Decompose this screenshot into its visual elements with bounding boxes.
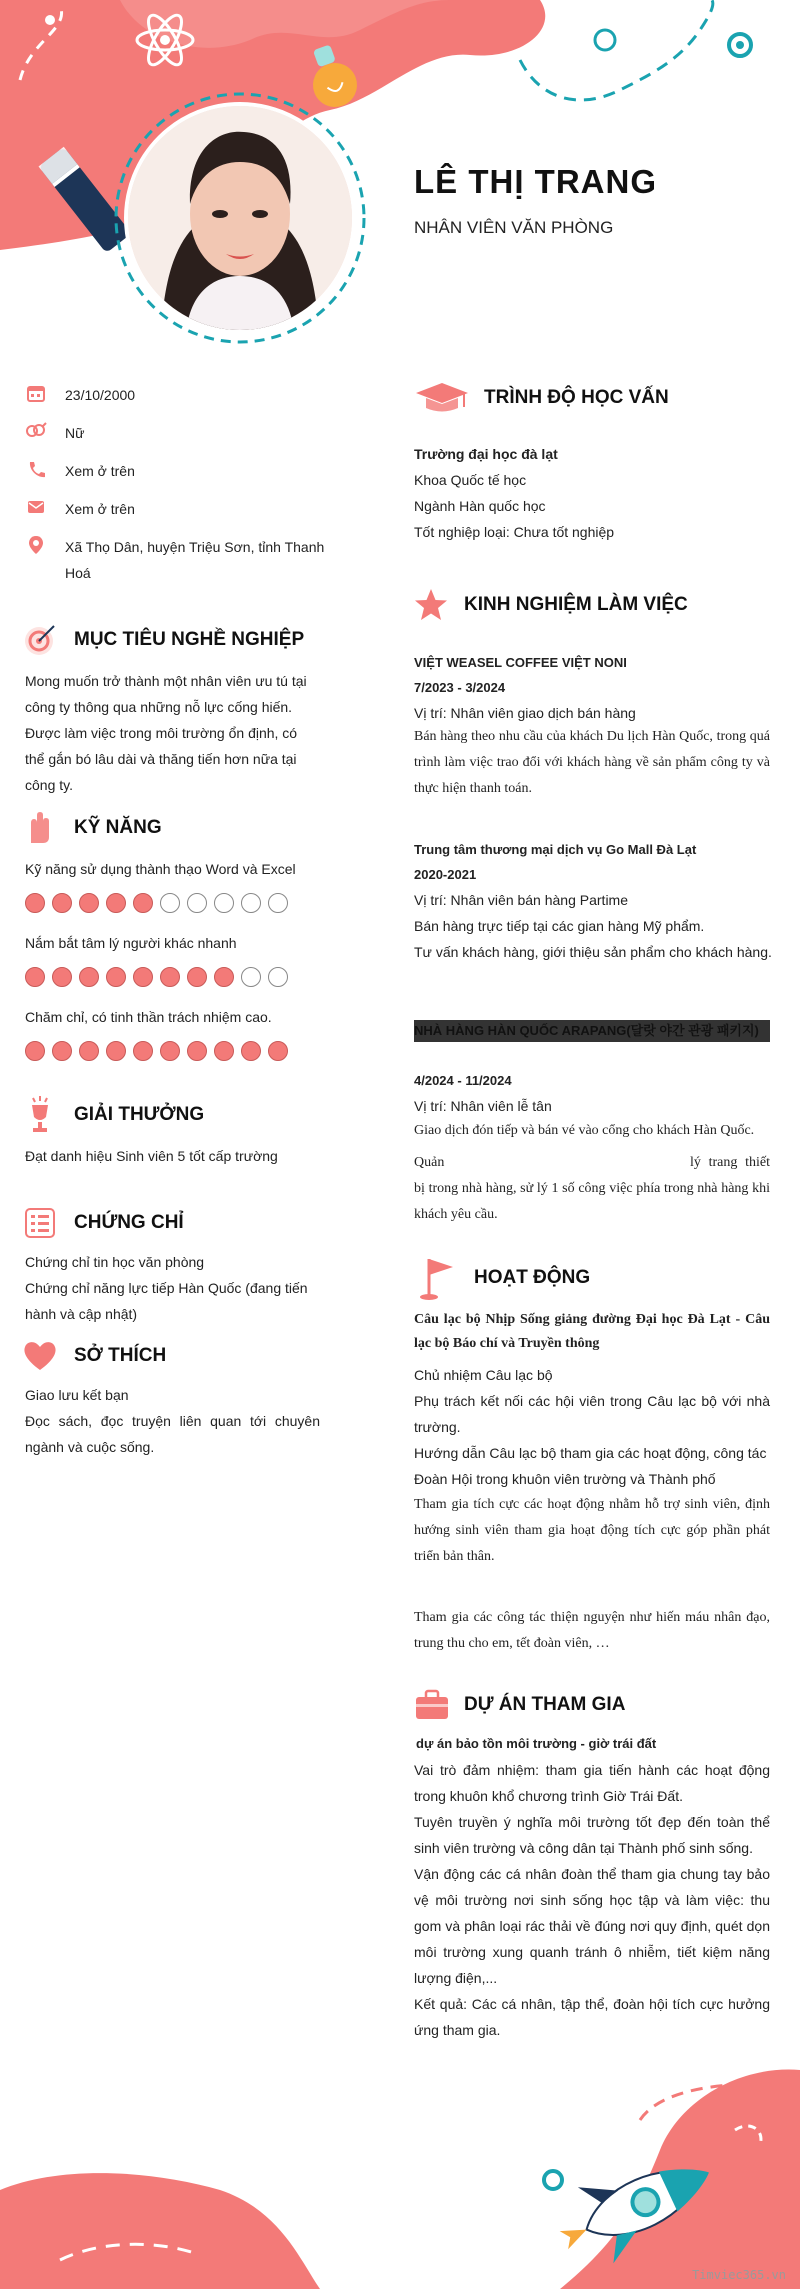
rating-dot-filled xyxy=(133,967,153,987)
education-line: Khoa Quốc tế học xyxy=(414,472,527,488)
activity-line: Phụ trách kết nối các hội viên trong Câu lạc bộ với nhà trường. xyxy=(414,1393,770,1435)
hobby-item: Đọc sách, đọc truyện liên quan tới chuyên ngành và cuộc sống. xyxy=(25,1413,320,1455)
project-line: Kết quả: Các cá nhân, tập thể, đoàn hội tích cực hưởng ứng tham gia. xyxy=(414,1996,770,2038)
job-company: NHÀ HÀNG HÀN QUỐC ARAPANG(달랏 야간 관광 패키지) xyxy=(414,1020,770,1042)
info-email xyxy=(25,496,325,522)
skill-label: Kỹ năng sử dụng thành thạo Word và Excel xyxy=(25,861,296,877)
job-description: Giao dịch đón tiếp và bán vé vào cổng cho khách Hàn Quốc. xyxy=(414,1123,755,1138)
projects-section-title: DỰ ÁN THAM GIA xyxy=(414,1685,625,1725)
project-name: dự án bảo tồn môi trường - giờ trái đất xyxy=(416,1736,657,1751)
phone-text: Xem ở trên xyxy=(65,463,135,479)
rating-dot-filled xyxy=(52,893,72,913)
target-icon xyxy=(20,620,60,660)
rating-dot-filled xyxy=(241,1041,261,1061)
briefcase-icon xyxy=(414,1685,450,1725)
job-period: 7/2023 - 3/2024 xyxy=(414,680,506,695)
job-description: Quản xyxy=(414,1155,445,1170)
certificate-item: Chứng chỉ tin học văn phòng xyxy=(25,1254,205,1270)
job-period: 4/2024 - 11/2024 xyxy=(414,1073,512,1088)
awards-section-title: GIẢI THƯỞNG xyxy=(20,1095,204,1135)
education-school: Trường đại học đà lạt xyxy=(414,446,558,462)
info-birthday xyxy=(25,382,325,408)
rating-dot-filled xyxy=(79,1041,99,1061)
calendar-icon xyxy=(25,382,47,404)
job-position: Vị trí: Nhân viên lễ tân xyxy=(414,1098,552,1114)
info-phone xyxy=(25,458,325,484)
certificates-section-title: CHỨNG CHỈ xyxy=(20,1203,184,1243)
education-section-title: TRÌNH ĐỘ HỌC VẤN xyxy=(414,378,669,418)
activity-line: Tham gia các công tác thiện nguyện như hiến máu nhân đạo, trung thu cho em, tết đoàn viên, … xyxy=(414,1610,770,1651)
avatar xyxy=(126,104,354,332)
skill-rating xyxy=(25,1041,288,1061)
rating-dot-filled xyxy=(106,1041,126,1061)
education-line: Tốt nghiệp loại: Chưa tốt nghiệp xyxy=(414,524,615,540)
graduation-cap-icon xyxy=(414,378,470,418)
candidate-name: LÊ THỊ TRANG xyxy=(414,163,657,200)
job-period: 2020-2021 xyxy=(414,867,477,882)
rating-dot-filled xyxy=(160,967,180,987)
rating-dot-filled xyxy=(214,967,234,987)
activity-line: Tham gia tích cực các hoạt động nhằm hỗ trợ sinh viên, định hướng sinh viên tham gia hoạt động tích cực góp phần phát triển bản thân. xyxy=(414,1497,770,1564)
info-address xyxy=(25,534,325,586)
activity-organization: Câu lạc bộ Nhịp Sống giảng đường Đại học Đà Lạt - Câu lạc bộ Báo chí và Truyền thông xyxy=(414,1312,770,1351)
address-text: Xã Thọ Dân, huyện Triệu Sơn, tỉnh Thanh Hoá xyxy=(65,539,325,581)
phone-icon xyxy=(25,458,47,480)
job-description: Tư vấn khách hàng, giới thiệu sản phẩm cho khách hàng. xyxy=(414,944,772,960)
hobbies-section-title: SỞ THÍCH xyxy=(20,1336,166,1376)
rating-dot-filled xyxy=(79,967,99,987)
job-description: Bán hàng trực tiếp tại các gian hàng Mỹ phẩm. xyxy=(414,918,705,934)
rating-dot-filled xyxy=(160,1041,180,1061)
activities-section-title: HOẠT ĐỘNG xyxy=(414,1255,590,1301)
experience-section-title: KINH NGHIỆM LÀM VIỆC xyxy=(414,585,688,625)
job-position: Vị trí: Nhân viên bán hàng Partime xyxy=(414,892,629,908)
birthday-text: 23/10/2000 xyxy=(65,387,136,403)
footer-decoration xyxy=(0,2060,800,2289)
star-icon xyxy=(414,585,448,625)
rating-dot-filled xyxy=(187,1041,207,1061)
rating-dot-filled xyxy=(106,967,126,987)
rating-dot-empty xyxy=(214,893,234,913)
activity-role: Chủ nhiệm Câu lạc bộ xyxy=(414,1367,553,1383)
rating-dot-empty xyxy=(187,893,207,913)
rating-dot-empty xyxy=(241,967,261,987)
rating-dot-filled xyxy=(25,893,45,913)
education-line: Ngành Hàn quốc học xyxy=(414,498,546,514)
gender-icon xyxy=(25,420,47,442)
email-text: Xem ở trên xyxy=(65,501,135,517)
hobby-item: Giao lưu kết bạn xyxy=(25,1387,129,1403)
rating-dot-empty xyxy=(241,893,261,913)
rating-dot-filled xyxy=(79,893,99,913)
rating-dot-filled xyxy=(214,1041,234,1061)
rating-dot-empty xyxy=(268,967,288,987)
rating-dot-filled xyxy=(268,1041,288,1061)
heart-icon xyxy=(20,1336,60,1376)
skill-label: Nắm bắt tâm lý người khác nhanh xyxy=(25,935,237,951)
skill-label: Chăm chỉ, có tinh thần trách nhiệm cao. xyxy=(25,1009,272,1025)
rating-dot-filled xyxy=(133,893,153,913)
job-description: lý trang thiết bị trong nhà hàng, sử lý 1 số công việc phía trong nhà hàng khi khách yêu cầu. xyxy=(414,1155,770,1222)
header-decoration xyxy=(0,0,800,360)
objective-section-title: MỤC TIÊU NGHỀ NGHIỆP xyxy=(20,620,304,660)
job-company: Trung tâm thương mại dịch vụ Go Mall Đà Lạt xyxy=(414,842,697,857)
job-company: VIỆT WEASEL COFFEE VIỆT NONI xyxy=(414,655,627,670)
hand-icon xyxy=(20,808,60,848)
activity-line: Hướng dẫn Câu lạc bộ tham gia các hoạt động, công tác Đoàn Hội trong khuôn viên trường và Thành phố xyxy=(414,1445,767,1487)
rating-dot-empty xyxy=(268,893,288,913)
rating-dot-filled xyxy=(25,1041,45,1061)
location-icon xyxy=(25,534,47,556)
rating-dot-filled xyxy=(106,893,126,913)
certificate-item: Chứng chỉ năng lực tiếp Hàn Quốc (đang tiến hành và cập nhật) xyxy=(25,1280,308,1322)
flag-icon xyxy=(414,1255,460,1301)
rating-dot-filled xyxy=(133,1041,153,1061)
email-icon xyxy=(25,496,47,518)
gender-text: Nữ xyxy=(65,425,85,441)
rating-dot-filled xyxy=(187,967,207,987)
candidate-position: NHÂN VIÊN VĂN PHÒNG xyxy=(414,218,614,237)
skill-rating xyxy=(25,893,288,913)
objective-text: Mong muốn trở thành một nhân viên ưu tú tại công ty thông qua những nỗ lực cống hiến. Được làm việc trong môi trường ổn định, có thể gắn bó lâu dài và thăng tiến hơn nữa tại công ty. xyxy=(25,673,307,793)
watermark: Timviec365.vn xyxy=(692,2268,786,2282)
project-line: Vai trò đảm nhiệm: tham gia tiến hành các hoạt động trong khuôn khổ chương trình Giờ Trái Đất. xyxy=(414,1762,770,1804)
rating-dot-filled xyxy=(52,967,72,987)
skills-section-title: KỸ NĂNG xyxy=(20,808,162,848)
info-gender xyxy=(25,420,325,446)
list-icon xyxy=(20,1203,60,1243)
trophy-icon xyxy=(20,1095,60,1135)
project-line: Tuyên truyền ý nghĩa môi trường tốt đẹp đến toàn thể sinh viên trường và công dân tại Thành phố sinh sống. xyxy=(414,1814,770,1856)
skill-rating xyxy=(25,967,288,987)
job-position: Vị trí: Nhân viên giao dịch bán hàng xyxy=(414,705,636,721)
project-line: Vận động các cá nhân đoàn thể tham gia chung tay bảo vệ môi trường nơi sinh sống học tập và làm việc: thu gom và phân loại rác thải về đúng nơi quy định, quét dọn môi trường xung quanh tránh ô nhiễm, tiết kiệm năng lượng điện,... xyxy=(414,1866,770,1986)
job-description: Bán hàng theo nhu cầu của khách Du lịch Hàn Quốc, trong quá trình làm việc trao đổi với khách hàng về sản phẩm công ty và thực hiện thanh toán. xyxy=(414,729,770,796)
award-item: Đạt danh hiệu Sinh viên 5 tốt cấp trường xyxy=(25,1148,278,1164)
rating-dot-filled xyxy=(25,967,45,987)
rating-dot-empty xyxy=(160,893,180,913)
rating-dot-filled xyxy=(52,1041,72,1061)
